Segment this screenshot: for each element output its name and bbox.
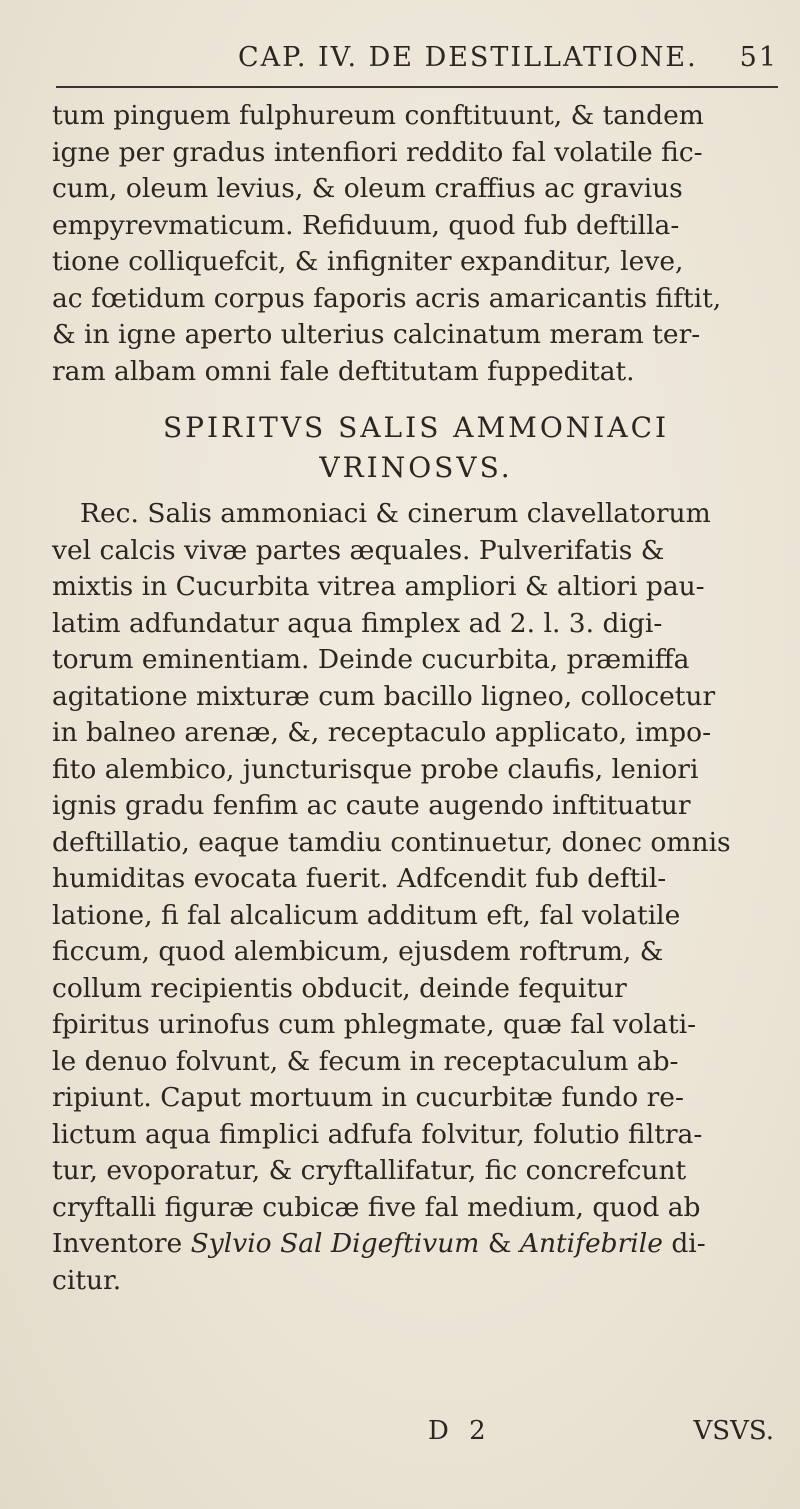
text-line: in balneo arenæ, &, receptaculo applicato, impo- bbox=[52, 717, 712, 748]
text-line: tur, evoporatur, & cryftallifatur, fic concrefcunt bbox=[52, 1155, 687, 1186]
section-heading-line2: VRINOSVS. bbox=[319, 451, 513, 484]
text-line-mixed bbox=[52, 1226, 780, 1263]
text-run: & bbox=[479, 1228, 520, 1259]
text-body bbox=[52, 98, 780, 1299]
text-line: ac fœtidum corpus faporis acris amaricantis fiftit, bbox=[52, 282, 722, 314]
text-run: di- bbox=[662, 1228, 706, 1259]
text-line: ripiunt. Caput mortuum in cucurbitæ fundo re- bbox=[52, 1082, 684, 1113]
page-number: 51 bbox=[739, 42, 778, 73]
running-header bbox=[238, 42, 778, 78]
section-heading: SPIRITVS SALIS AMMONIACI bbox=[162, 411, 670, 444]
text-line: cum, oleum levius, & oleum craffius ac gravius bbox=[52, 173, 683, 204]
text-line: ram albam omni fale deftitutam fuppeditat. bbox=[52, 355, 635, 387]
text-line: ficcum, quod alembicum, ejusdem roftrum, & bbox=[52, 936, 664, 967]
text-line: empyrevmaticum. Refiduum, quod fub deftilla- bbox=[52, 209, 680, 241]
text-line: agitatione mixturæ cum bacillo ligneo, collocetur bbox=[52, 680, 716, 712]
text-line: cryftalli figuræ cubicæ five fal medium, quod ab bbox=[52, 1191, 701, 1223]
text-line: citur. bbox=[52, 1264, 122, 1296]
text-line: deftillatio, eaque tamdiu continuetur, donec omnis bbox=[52, 826, 731, 858]
text-line: latim adfundatur aqua fimplex ad 2. l. 3. digi- bbox=[52, 607, 663, 639]
text-line: mixtis in Cucurbita vitrea ampliori & altiori pau- bbox=[52, 571, 705, 602]
header-rule bbox=[56, 86, 778, 88]
spacer bbox=[52, 488, 780, 496]
text-line: collum recipientis obducit, deinde fequitur bbox=[52, 972, 627, 1004]
italic-run: Antifebrile bbox=[519, 1228, 663, 1259]
text-line: Rec. Salis ammoniaci & cinerum clavellatorum bbox=[80, 498, 711, 529]
running-title: CAP. IV. DE DESTILLATIONE. bbox=[238, 42, 698, 73]
text-line: ignis gradu fenfim ac caute augendo inftituatur bbox=[52, 790, 691, 821]
page-footer bbox=[52, 1416, 782, 1452]
signature-mark: D 2 bbox=[428, 1416, 492, 1446]
spacer bbox=[52, 390, 780, 408]
text-line: igne per gradus intenfiori reddito fal volatile fic- bbox=[52, 136, 703, 168]
text-line: torum eminentiam. Deinde cucurbita, præmiffa bbox=[52, 644, 690, 675]
text-line: & in igne aperto ulterius calcinatum meram ter- bbox=[52, 319, 701, 350]
text-line: latione, fi fal alcalicum additum eft, fal volatile bbox=[52, 899, 681, 931]
text-run: Inventore bbox=[52, 1228, 191, 1259]
text-line: lictum aqua fimplici adfufa folvitur, folutio filtra- bbox=[52, 1118, 703, 1150]
text-line: fpiritus urinofus cum phlegmate, quæ fal volati- bbox=[52, 1009, 697, 1040]
catchword: VSVS. bbox=[693, 1416, 774, 1446]
text-line: fito alembico, juncturisque probe claufis, leniori bbox=[52, 753, 699, 785]
text-line: vel calcis vivæ partes æquales. Pulverifatis & bbox=[52, 534, 665, 566]
text-line: tum pinguem fulphureum conftituunt, & tandem bbox=[52, 100, 704, 131]
italic-run: Sylvio Sal Digeftivum bbox=[190, 1228, 480, 1259]
text-line: humiditas evocata fuerit. Adfcendit fub deftil- bbox=[52, 863, 667, 894]
text-line: tione colliquefcit, & infigniter expanditur, leve, bbox=[52, 246, 684, 277]
text-line: le denuo folvunt, & fecum in receptaculum ab- bbox=[52, 1045, 679, 1077]
